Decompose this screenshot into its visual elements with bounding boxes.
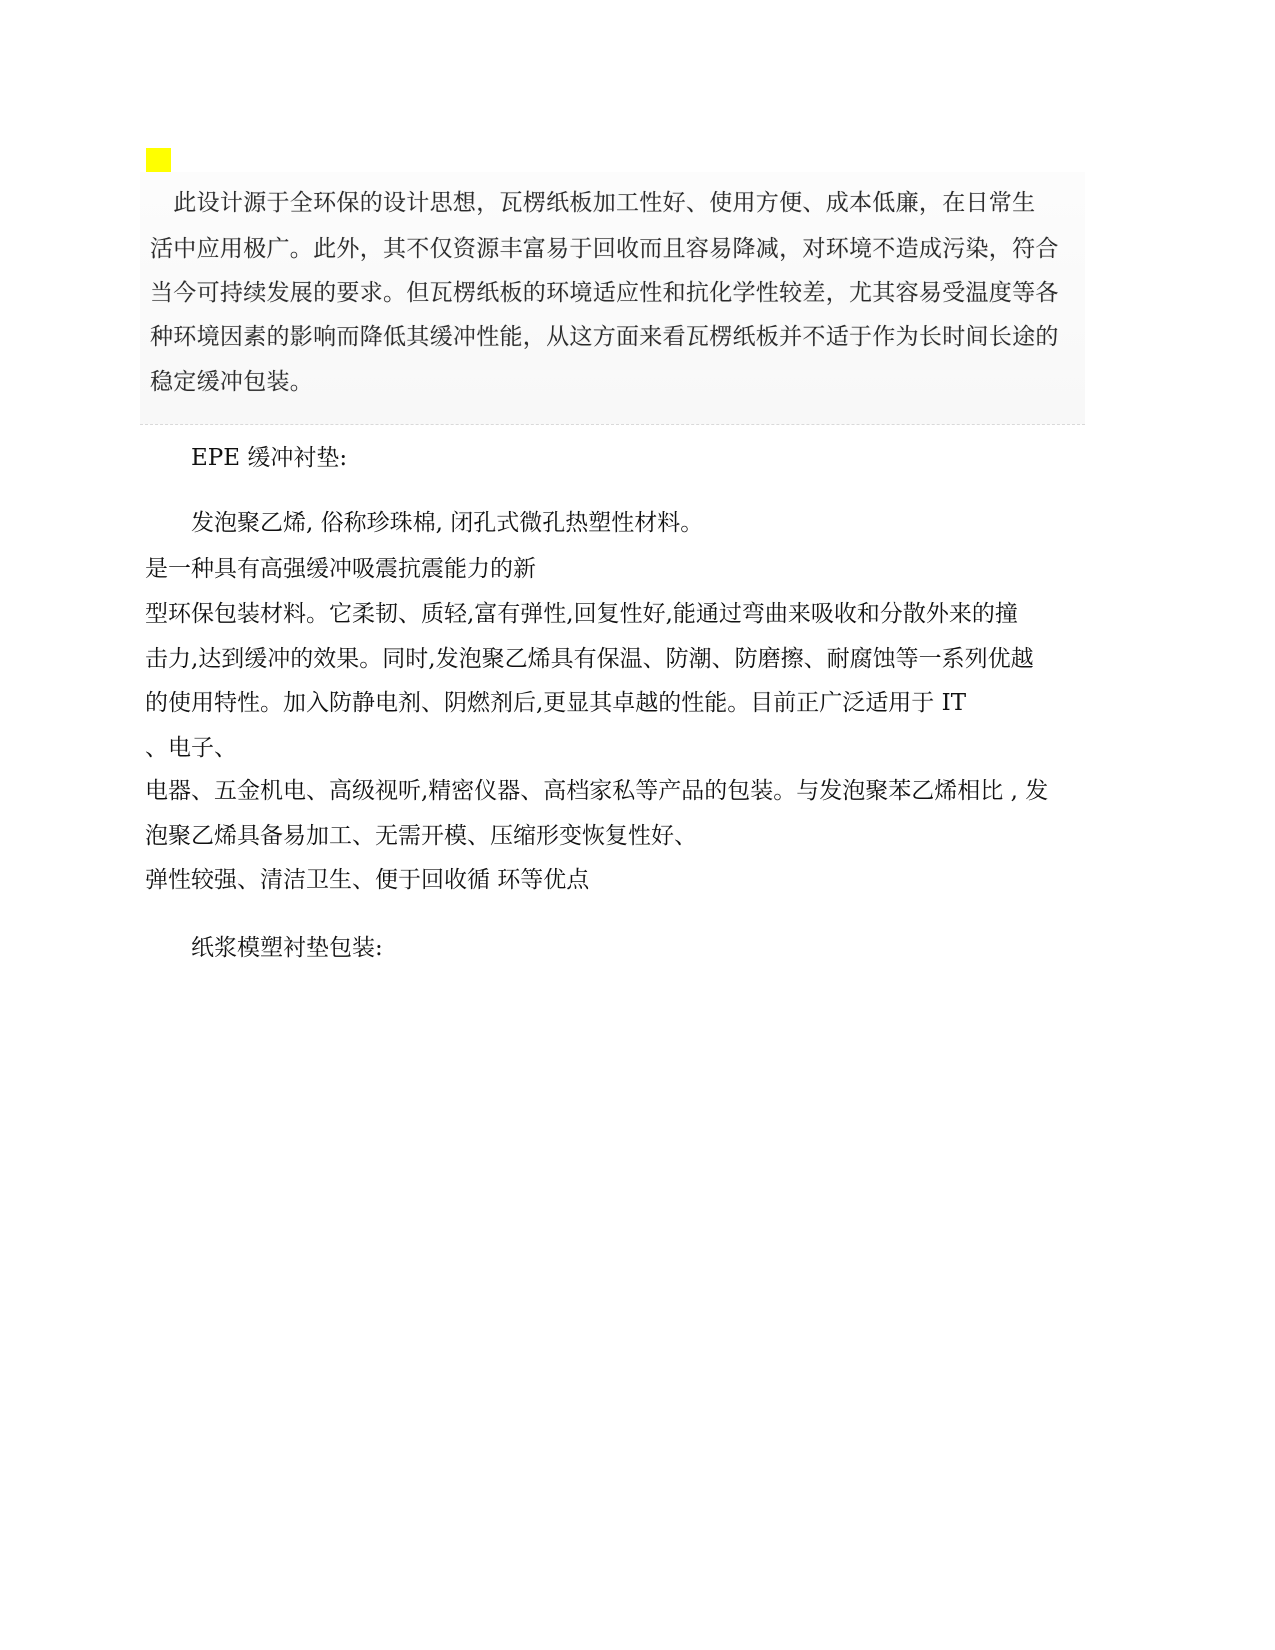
epe-body-line: 击力,达到缓冲的效果。同时,发泡聚乙烯具有保温、防潮、防磨擦、耐腐蚀等一系列优越 — [145, 646, 1034, 672]
epe-body-line: 型环保包装材料。它柔韧、质轻,富有弹性,回复性好,能通过弯曲来吸收和分散外来的撞 — [145, 601, 1018, 627]
epe-body-line: 泡聚乙烯具备易加工、无需开模、压缩形变恢复性好、 — [145, 823, 697, 849]
epe-heading: EPE 缓冲衬垫: — [191, 445, 348, 471]
epe-body-line: 发泡聚乙烯, 俗称珍珠棉, 闭孔式微孔热塑性材料。 — [191, 510, 704, 536]
scan-text-line: 稳定缓冲包装。 — [150, 369, 314, 395]
scan-text-line: 种环境因素的影响而降低其缓冲性能，从这方面来看瓦楞纸板并不适于作为长时间长途的 — [150, 324, 1059, 350]
epe-body-line: 的使用特性。加入防静电剂、阴燃剂后,更显其卓越的性能。目前正广泛适用于 IT — [145, 690, 967, 716]
epe-body-line: 是一种具有高强缓冲吸震抗震能力的新 — [145, 556, 536, 582]
epe-body-line: 电器、五金机电、高级视听,精密仪器、高档家私等产品的包装。与发泡聚苯乙烯相比 , 发 — [145, 778, 1049, 804]
embedded-scan-image — [140, 172, 1085, 425]
pulp-heading: 纸浆模塑衬垫包装: — [191, 935, 383, 961]
scan-text-line: 此设计源于全环保的设计思想，瓦楞纸板加工性好、使用方便、成本低廉，在日常生 — [150, 190, 1036, 216]
epe-body-line: 、电子、 — [145, 735, 237, 761]
epe-body-line: 弹性较强、清洁卫生、便于回收循 环等优点 — [145, 867, 590, 893]
scan-text-line: 当今可持续发展的要求。但瓦楞纸板的环境适应性和抗化学性较差，尤其容易受温度等各 — [150, 280, 1059, 306]
scan-text-line: 活中应用极广。此外，其不仅资源丰富易于回收而且容易降减，对环境不造成污染，符合 — [150, 236, 1059, 262]
